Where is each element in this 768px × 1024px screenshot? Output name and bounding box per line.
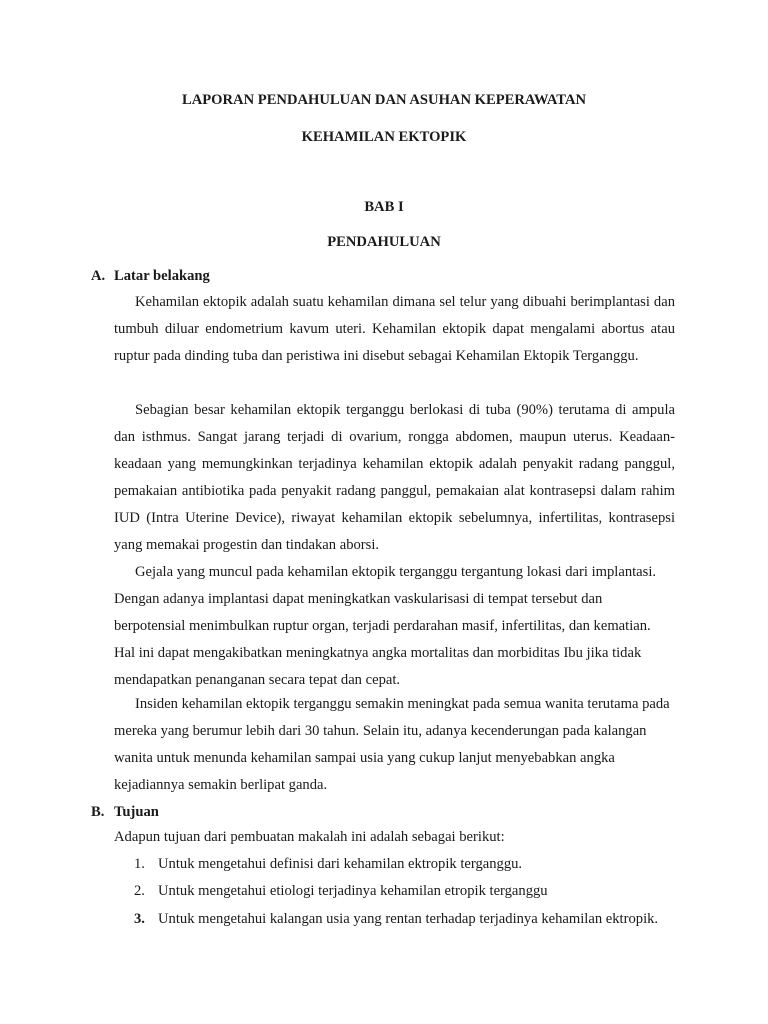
list-item-number: 1. xyxy=(134,856,145,872)
paragraph-1: Kehamilan ektopik adalah suatu kehamilan dimana sel telur yang dibuahi berimplantasi dan tumbuh diluar endometrium kavum uteri. Kehamilan ektopik dapat mengalami abortus atau ruptur pada dinding tuba dan peristiwa ini disebut sebagai Kehamilan Ektopik Terganggu. xyxy=(114,294,675,364)
paragraph-4: Insiden kehamilan ektopik terganggu semakin meningkat pada semua wanita terutama pada mereka yang berumur lebih dari 30 tahun. Selain itu, adanya kecenderungan pada kalangan wanita untuk menunda kehamilan sampai usia yang cukup lanjut menyebabkan angka kejadiannya semakin berlipat ganda. xyxy=(114,696,670,793)
section-a-title: Latar belakang xyxy=(114,268,210,284)
paragraph-2: Sebagian besar kehamilan ektopik terganggu berlokasi di tuba (90%) terutama di ampula dan isthmus. Sangat jarang terjadi di ovarium, rongga abdomen, maupun uterus. Keadaan-keadaan yang memungkinkan terjadinya kehamilan ektopik adalah penyakit radang panggul, pemakaian antibiotika pada penyakit radang panggul, pemakaian alat kontrasepsi dalam rahim IUD (Intra Uterine Device), riwayat kehamilan ektopik sebelumnya, infertilitas, kontrasepsi yang memakai progestin dan tindakan aborsi. xyxy=(114,402,675,553)
list-item xyxy=(134,883,548,900)
list-item-text: Untuk mengetahui definisi dari kehamilan ektropik terganggu. xyxy=(158,856,523,872)
section-a-heading xyxy=(91,268,210,285)
chapter-title: PENDAHULUAN xyxy=(327,234,441,250)
section-b-number: B. xyxy=(91,804,105,820)
list-item-number: 3. xyxy=(134,911,145,927)
list-item-text: Untuk mengetahui kalangan usia yang rentan terhadap terjadinya kehamilan ektropik. xyxy=(158,911,659,927)
section-a-number: A. xyxy=(91,268,106,284)
section-b-intro: Adapun tujuan dari pembuatan makalah ini adalah sebagai berikut: xyxy=(114,829,505,845)
list-item xyxy=(134,856,522,873)
list-item-text: Untuk mengetahui etiologi terjadinya kehamilan etropik terganggu xyxy=(158,883,548,899)
document-title: LAPORAN PENDAHULUAN DAN ASUHAN KEPERAWATAN xyxy=(181,92,587,108)
paragraph-3: Gejala yang muncul pada kehamilan ektopik terganggu tergantung lokasi dari implantasi. Dengan adanya implantasi dapat meningkatkan vaskularisasi di tempat tersebut dan berpotensial menimbulkan ruptur organ, terjadi perdarahan masif, infertilitas, dan kematian. Hal ini dapat mengakibatkan meningkatnya angka mortalitas dan morbiditas Ibu jika tidak mendapatkan penanganan secara tepat dan cepat. xyxy=(114,564,657,688)
list-item-number: 2. xyxy=(134,883,145,899)
section-b-title: Tujuan xyxy=(114,804,159,820)
chapter-number: BAB I xyxy=(364,199,404,215)
list-item xyxy=(134,911,658,928)
section-b-heading xyxy=(91,804,159,821)
document-subtitle: KEHAMILAN EKTOPIK xyxy=(301,129,467,145)
